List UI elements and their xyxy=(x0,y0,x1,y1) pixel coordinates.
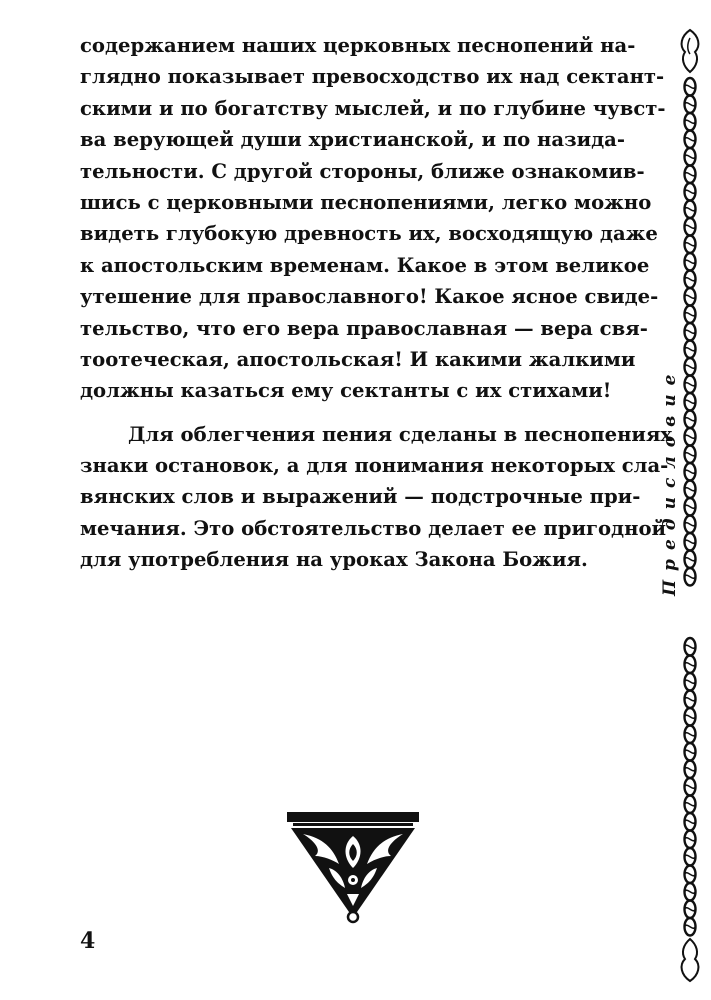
chain-twist-icon xyxy=(685,260,696,263)
chain-twist-icon xyxy=(685,313,696,316)
chain-twist-icon xyxy=(685,820,696,823)
chain-twist-icon xyxy=(685,138,696,141)
chain-twist-icon xyxy=(685,278,696,281)
chain-twist-icon xyxy=(685,540,696,543)
running-title: Предисловие xyxy=(660,365,680,596)
text-line: тельности. С другой стороны, ближе ознакомив- xyxy=(80,159,645,183)
chain-twist-icon xyxy=(685,85,696,88)
text-line: вянских слов и выражений — подстрочные при- xyxy=(80,485,641,509)
chain-twist-icon xyxy=(685,400,696,403)
chain-twist-icon xyxy=(685,348,696,351)
chain-twist-icon xyxy=(685,120,696,123)
chain-twist-icon xyxy=(685,715,696,718)
chain-twist-icon xyxy=(685,523,696,526)
text-line: скими и по богатству мыслей, и по глубине чувст- xyxy=(80,96,666,120)
chain-twist-icon xyxy=(685,488,696,491)
chain-twist-icon xyxy=(685,645,696,648)
text-line: содержанием наших церковных песнопений на- xyxy=(80,34,636,57)
chain-twist-icon xyxy=(685,855,696,858)
text-line: мечания. Это обстоятельство делает ее пригодной xyxy=(80,516,667,540)
paragraph-1 xyxy=(80,30,666,407)
text-line: Для облегчения пения сделаны в песнопениях xyxy=(128,422,673,446)
chain-twist-icon xyxy=(685,295,696,298)
text-line: тоотеческая, апостольская! И какими жалкими xyxy=(80,347,636,371)
chain-twist-icon xyxy=(685,208,696,211)
chain-twist-icon xyxy=(685,155,696,158)
chain-twist-icon xyxy=(685,453,696,456)
chain-twist-icon xyxy=(685,558,696,561)
text-line: шись с церковными песнопениями, легко можно xyxy=(80,190,652,214)
text-line: должны казаться ему сектанты с их стихами! xyxy=(80,379,612,403)
chain-twist-icon xyxy=(685,838,696,841)
chain-twist-icon xyxy=(685,698,696,701)
chain-twist-icon xyxy=(685,243,696,246)
chain-twist-icon xyxy=(685,418,696,421)
chain-twist-icon xyxy=(685,505,696,508)
chain-twist-icon xyxy=(685,225,696,228)
floral-vignette-icon xyxy=(283,808,423,924)
text-line: тельство, что его вера православная — вера свя- xyxy=(80,316,648,340)
chain-twist-icon xyxy=(685,925,696,928)
chain-twist-icon xyxy=(685,103,696,106)
chain-twist-icon xyxy=(685,330,696,333)
chain-twist-icon xyxy=(685,733,696,736)
chain-twist-icon xyxy=(685,365,696,368)
page-number: 4 xyxy=(80,928,96,954)
text-line: ва верующей души христианской, и по назида- xyxy=(80,128,626,152)
paragraph-gap xyxy=(80,407,613,419)
chain-twist-icon xyxy=(685,750,696,753)
text-line: глядно показывает превосходство их над сектант- xyxy=(80,65,665,89)
chain-twist-icon xyxy=(685,190,696,193)
chain-twist-icon xyxy=(685,890,696,893)
text-line: для употребления на уроках Закона Божия. xyxy=(80,548,588,572)
chain-twist-icon xyxy=(685,768,696,771)
chain-twist-icon xyxy=(685,908,696,911)
chain-twist-icon xyxy=(685,470,696,473)
paragraph-2 xyxy=(80,419,673,576)
chain-twist-icon xyxy=(685,575,696,578)
text-line: к апостольским временам. Какое в этом великое xyxy=(80,253,650,277)
chain-twist-icon xyxy=(685,435,696,438)
text-line: видеть глубокую древность их, восходящую даже xyxy=(80,222,658,246)
chain-twist-icon xyxy=(685,873,696,876)
chain-twist-icon xyxy=(685,173,696,176)
text-line: утешение для православного! Какое ясное свиде- xyxy=(80,285,659,309)
chain-twist-icon xyxy=(685,663,696,666)
chain-twist-icon xyxy=(685,785,696,788)
chain-twist-icon xyxy=(685,680,696,683)
chain-twist-icon xyxy=(685,803,696,806)
chain-twist-icon xyxy=(685,383,696,386)
text-line: знаки остановок, а для понимания некоторых сла- xyxy=(80,454,669,478)
